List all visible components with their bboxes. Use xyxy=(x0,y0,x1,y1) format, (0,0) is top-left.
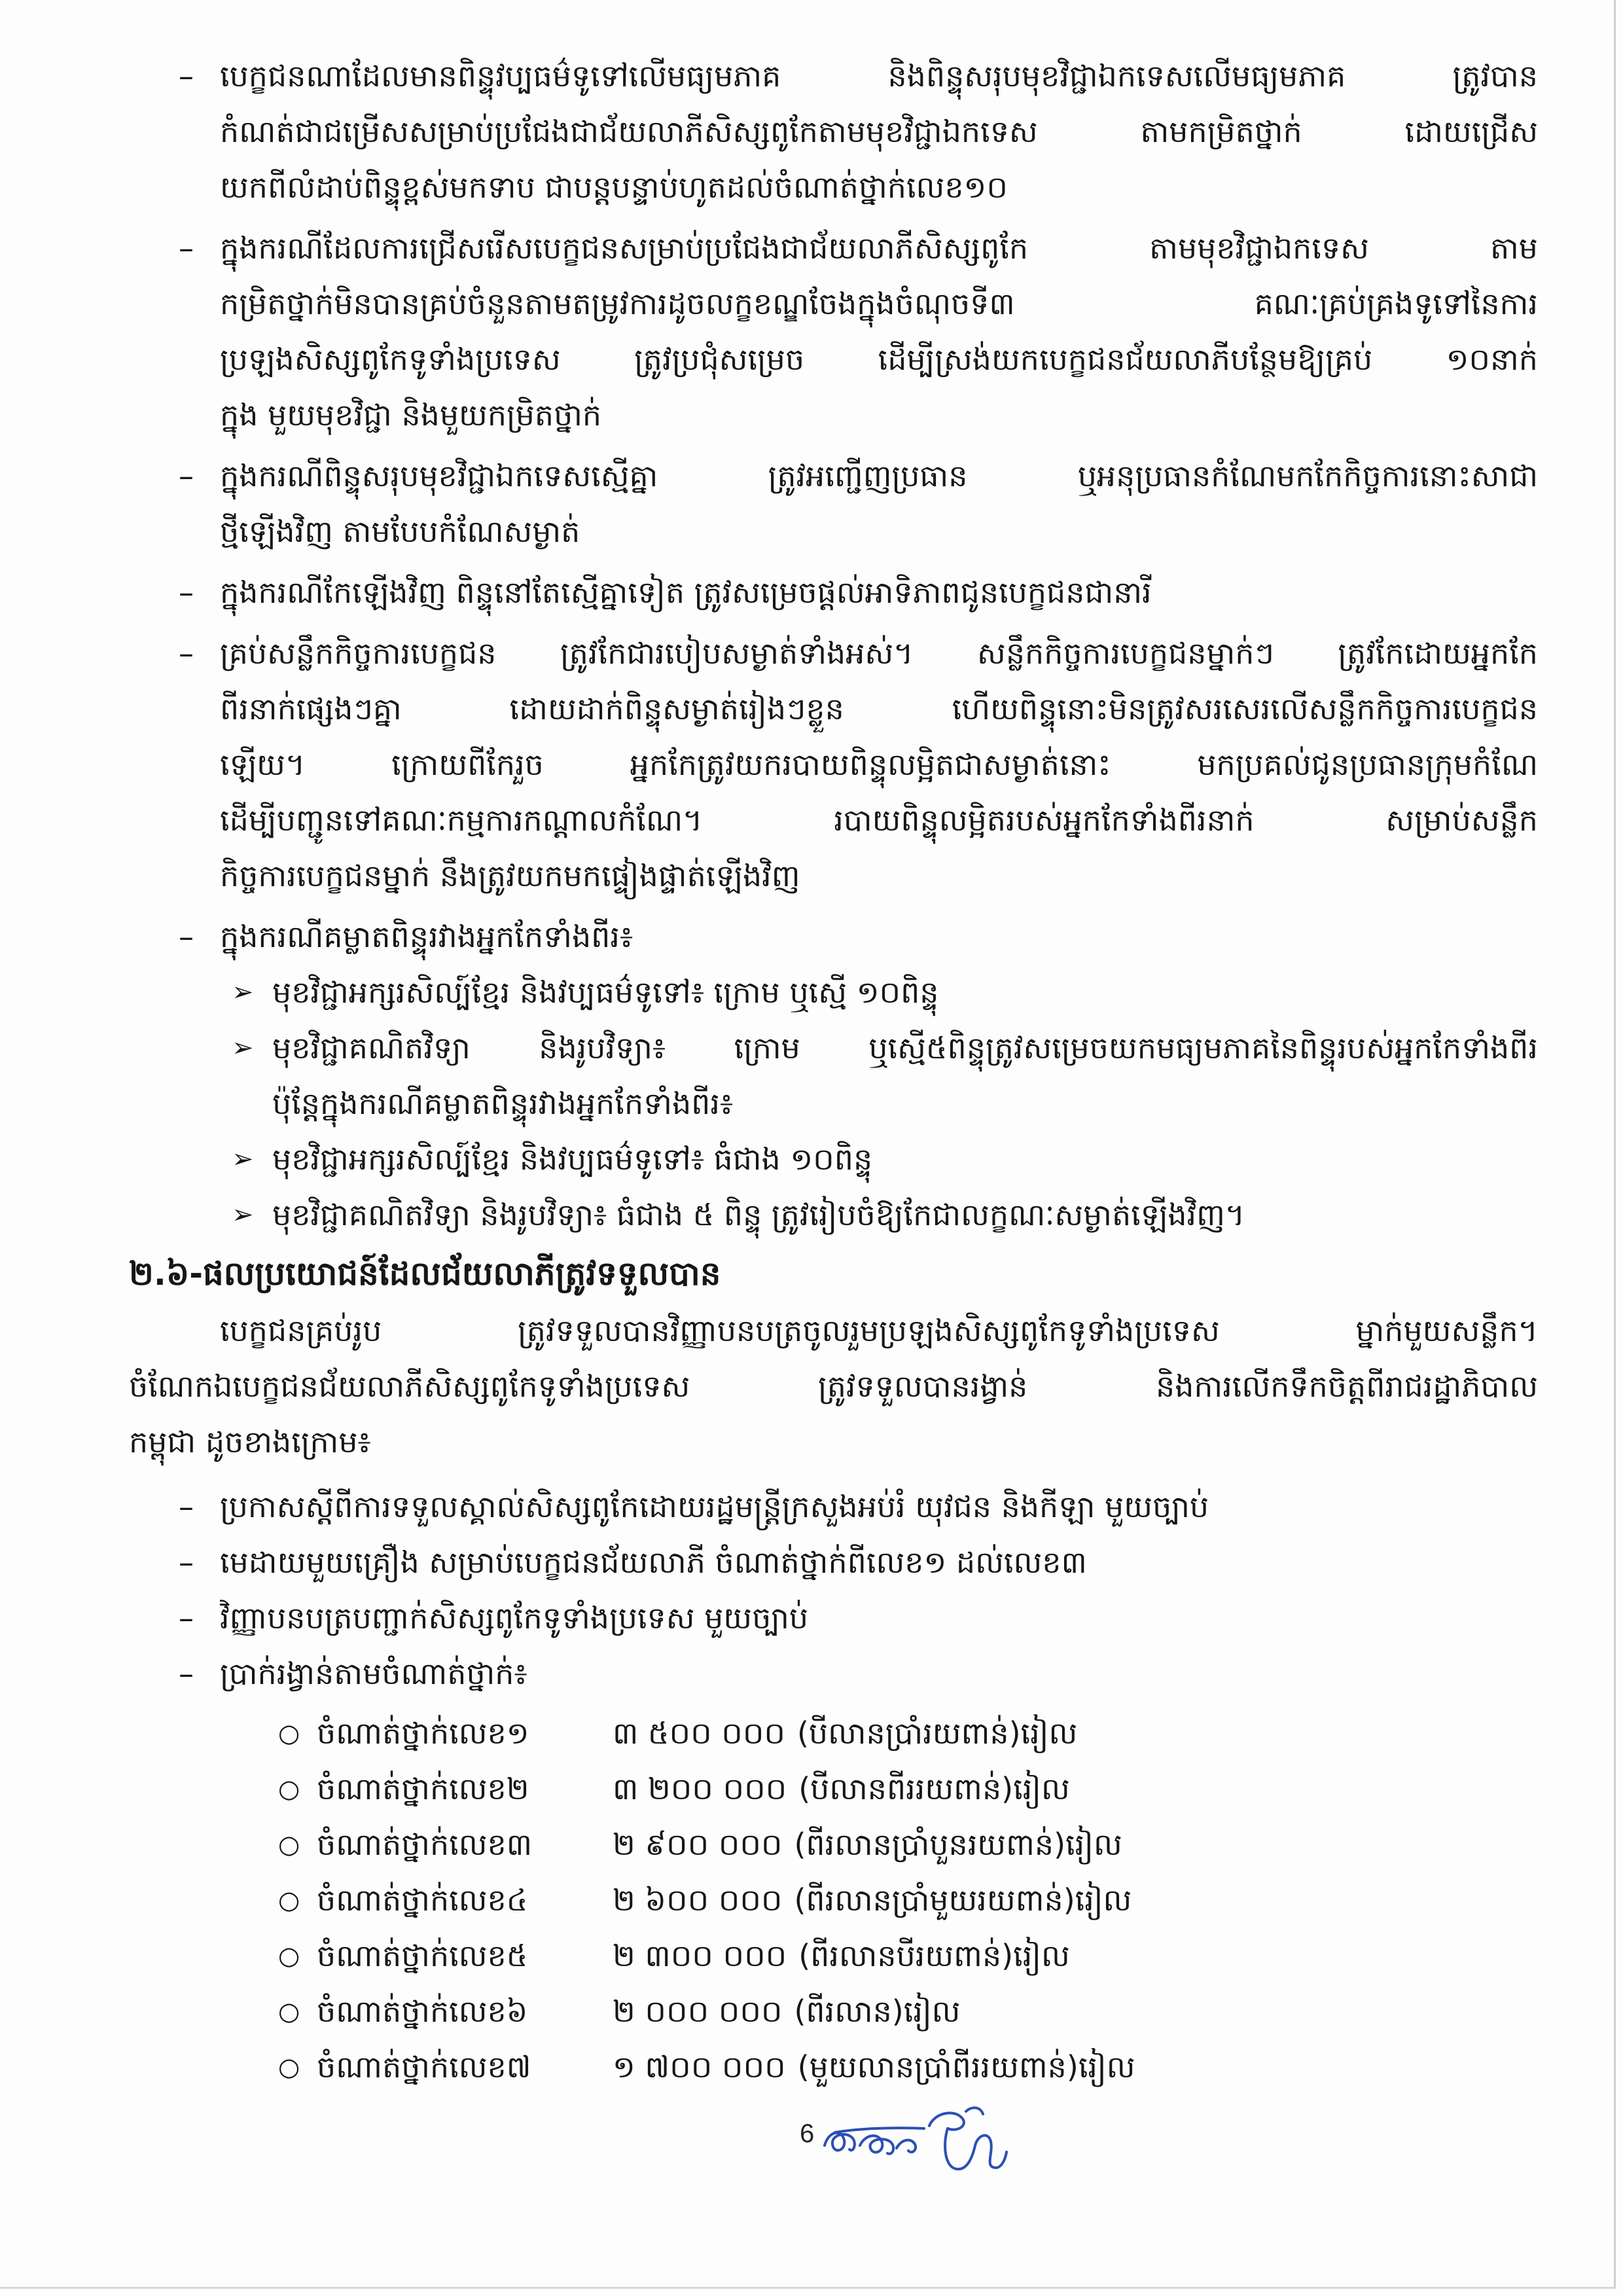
criteria-line: កិច្ចការបេក្ខជនម្នាក់ នឹងត្រូវយកមកផ្ទៀងផ្ទាត់ឡើងវិញ xyxy=(220,858,800,893)
benefit-item xyxy=(129,1646,1538,1702)
criteria-line: គ្រប់សន្លឹកកិច្ចការបេក្ខជន ត្រូវកែជារបៀបសម្ងាត់ទាំងអស់។ សន្លឹកកិច្ចការបេក្ខជនម្នាក់ៗ ត្រូវកែដោយអ្នកកែ xyxy=(220,636,1538,671)
arrow-bullet-icon: ➢ xyxy=(232,1200,254,1230)
criteria-line: ដើម្បីបញ្ជូនទៅគណៈកម្មការកណ្តាលកំណែ។ របាយពិន្ទុលម្អិតរបស់អ្នកកែទាំងពីរនាក់ សម្រាប់សន្លឹក xyxy=(220,802,1538,838)
sub-item-line: មុខវិជ្ជាគណិតវិទ្យា និងរូបវិទ្យា៖ ធំជាង ៥ ពិន្ទុ ត្រូវរៀបចំឱ្យកែជាលក្ខណៈសម្ងាត់ឡើងវិញ។ xyxy=(272,1197,1245,1232)
benefit-text: មេដាយមួយគ្រឿង សម្រាប់បេក្ខជនជ័យលាភី ចំណាត់ថ្នាក់ពីលេខ១ ដល់លេខ៣ xyxy=(220,1545,1087,1580)
criteria-line: ថ្មីឡើងវិញ តាមបែបកំណែសម្ងាត់ xyxy=(220,514,580,549)
paragraph-line: ចំណែកឯបេក្ខជនជ័យលាភីសិស្សពូកែទូទាំងប្រទេស ត្រូវទទួលបានរង្វាន់ និងការលើកទឹកចិត្តពីរាជរដ្ឋាភិបាល xyxy=(129,1369,1538,1404)
prize-item xyxy=(129,1706,1538,1761)
criteria-line: ពីរនាក់ផ្សេងៗគ្នា ដោយដាក់ពិន្ទុសម្ងាត់រៀងៗខ្លួន ហើយពិន្ទុនោះមិនត្រូវសរសេរលើសន្លឹកកិច្ចការបេក្ខជន xyxy=(220,691,1538,726)
prize-amount-words: (បីលានប្រាំរយពាន់)រៀល xyxy=(796,1715,1078,1751)
criteria-line: បេក្ខជនណាដែលមានពិន្ទុវប្បធម៌ទូទៅលើមធ្យមភាគ និងពិន្ទុសរុបមុខវិជ្ជាឯកទេសលើមធ្យមភាគ ត្រូវបាន xyxy=(220,58,1538,94)
prize-line xyxy=(317,1928,1538,1984)
prize-amount: ៣ ៥០០ ០០០ xyxy=(613,1715,785,1751)
dash-bullet: – xyxy=(179,575,194,610)
benefit-item xyxy=(129,1590,1538,1646)
dash-bullet: – xyxy=(179,1600,194,1636)
scan-edge-right xyxy=(1614,0,1616,2288)
prize-line xyxy=(317,1706,1538,1761)
scan-edge-bottom xyxy=(0,2287,1616,2289)
section-heading: ២.៦-ផលប្រយោជន៍ដែលជ័យលាភីត្រូវទទួលបាន xyxy=(129,1255,721,1293)
arrow-bullet-icon: ➢ xyxy=(232,1033,254,1063)
sub-item-line: មុខវិជ្ជាអក្សរសិល្ប៍ខ្មែរ និងវប្បធម៌ទូទៅ៖ ក្រោម ឬស្មើ ១០ពិន្ទុ xyxy=(272,975,939,1010)
prize-item xyxy=(129,1928,1538,1984)
prize-item xyxy=(129,2039,1538,2095)
criteria-line: ក្នុងករណីកែឡើងវិញ ពិន្ទុនៅតែស្មើគ្នាទៀត ត្រូវសម្រេចផ្តល់អាទិភាពជូនបេក្ខជនជានារី xyxy=(220,575,1152,610)
criteria-item xyxy=(129,565,1538,620)
sub-item-line: មុខវិជ្ជាគណិតវិទ្យា និងរូបវិទ្យា៖ ក្រោម ឬស្មើ៥ពិន្ទុត្រូវសម្រេចយកមធ្យមភាគនៃពិន្ទុរបស់អ្នកកែទាំងពីរ xyxy=(272,1030,1538,1066)
section-intro-paragraph xyxy=(129,1303,1538,1470)
prize-list xyxy=(129,1706,1538,2095)
arrow-bullet-icon: ➢ xyxy=(232,1144,254,1174)
dash-bullet: – xyxy=(179,230,194,266)
score-gap-sub-list xyxy=(220,965,1538,1243)
prize-item xyxy=(129,1817,1538,1873)
paragraph-line: កម្ពុជា ដូចខាងក្រោម៖ xyxy=(129,1424,371,1460)
circle-bullet-icon: ○ xyxy=(278,1886,300,1914)
prize-amount-words: (ពីរលានប្រាំមួយរយពាន់)រៀល xyxy=(794,1882,1132,1918)
prize-amount: ១ ៧០០ ០០០ xyxy=(613,2049,786,2085)
dash-bullet: – xyxy=(179,58,194,94)
prize-amount: ៣ ២០០ ០០០ xyxy=(613,1771,787,1806)
dash-bullet: – xyxy=(179,458,194,493)
criteria-line: ឡើយ។ ក្រោយពីកែរួច អ្នកកែត្រូវយករបាយពិន្ទុលម្អិតជាសម្ងាត់នោះ មកប្រគល់ជូនប្រធានក្រុមកំណែ xyxy=(220,747,1538,782)
arrow-bullet-icon: ➢ xyxy=(232,977,254,1007)
criteria-item xyxy=(129,626,1538,904)
prize-rank: ចំណាត់ថ្នាក់លេខ៦ xyxy=(317,1994,528,2029)
prize-rank: ចំណាត់ថ្នាក់លេខ៣ xyxy=(317,1827,533,1862)
score-gap-sub-item xyxy=(220,1187,1538,1243)
page-content xyxy=(129,48,1538,2095)
score-gap-sub-item xyxy=(220,1020,1538,1132)
dash-bullet: – xyxy=(179,1489,194,1524)
criteria-line: ក្នុង មួយមុខវិជ្ជា និងមួយកម្រិតថ្នាក់ xyxy=(220,397,602,433)
prize-amount: ២ ៩០០ ០០០ xyxy=(613,1827,783,1862)
prize-amount-words: (ពីរលានបីរយពាន់)រៀល xyxy=(798,1938,1070,1973)
prize-item xyxy=(129,1873,1538,1928)
dash-bullet: – xyxy=(179,1545,194,1580)
prize-rank: ចំណាត់ថ្នាក់លេខ៥ xyxy=(317,1938,528,1973)
prize-rank: ចំណាត់ថ្នាក់លេខ២ xyxy=(317,1771,529,1806)
prize-line xyxy=(317,1873,1538,1928)
criteria-line: កំណត់ជាជម្រើសសម្រាប់ប្រជែងជាជ័យលាភីសិស្សពូកែតាមមុខវិជ្ជាឯកទេស តាមកម្រិតថ្នាក់ ដោយជ្រើស xyxy=(220,114,1538,149)
prize-item xyxy=(129,1984,1538,2039)
selection-criteria-list xyxy=(129,48,1538,1243)
criteria-item-score-gap xyxy=(129,909,1538,1243)
prize-amount-words: (ពីរលាន)រៀល xyxy=(794,1994,961,2029)
prize-rank: ចំណាត់ថ្នាក់លេខ៤ xyxy=(317,1882,528,1918)
criteria-line: កម្រិតថ្នាក់មិនបានគ្រប់ចំនួនតាមតម្រូវការដូចលក្ខខណ្ឌចែងក្នុងចំណុចទី៣ គណៈគ្រប់គ្រងទូទៅនៃការ xyxy=(220,286,1538,321)
criteria-line: ប្រឡងសិស្សពូកែទូទាំងប្រទេស ត្រូវប្រជុំសម្រេច ដើម្បីស្រង់យកបេក្ខជនជ័យលាភីបន្ថែមឱ្យគ្រប់ ១០នាក់ xyxy=(220,342,1538,377)
circle-bullet-icon: ○ xyxy=(278,1997,300,2026)
dash-bullet: – xyxy=(179,919,194,954)
circle-bullet-icon: ○ xyxy=(278,2053,300,2081)
page-number: 6 xyxy=(800,2119,815,2148)
sub-item-line: មុខវិជ្ជាអក្សរសិល្ប៍ខ្មែរ និងវប្បធម៌ទូទៅ៖ ធំជាង ១០ពិន្ទុ xyxy=(272,1141,873,1177)
criteria-line: ក្នុងករណីគម្លាតពិន្ទុរវាងអ្នកកែទាំងពីរ៖ xyxy=(220,919,633,954)
benefit-item xyxy=(129,1535,1538,1590)
score-gap-sub-item xyxy=(220,965,1538,1020)
criteria-item xyxy=(129,48,1538,215)
circle-bullet-icon: ○ xyxy=(278,1774,300,1803)
score-gap-sub-item xyxy=(220,1132,1538,1187)
prize-amount: ២ ៣០០ ០០០ xyxy=(613,1938,787,1973)
criteria-line: យកពីលំដាប់ពិន្ទុខ្ពស់មកទាប ជាបន្តបន្ទាប់ហូតដល់ចំណាត់ថ្នាក់លេខ១០ xyxy=(220,170,1008,205)
circle-bullet-icon: ○ xyxy=(278,1830,300,1859)
dash-bullet: – xyxy=(179,636,194,671)
benefit-text: ប្រាក់រង្វាន់តាមចំណាត់ថ្នាក់៖ xyxy=(220,1656,527,1691)
benefit-item xyxy=(129,1479,1538,1535)
prize-line xyxy=(317,1761,1538,1817)
benefit-text: វិញ្ញាបនបត្របញ្ជាក់សិស្សពូកែទូទាំងប្រទេស មួយច្បាប់ xyxy=(220,1600,809,1636)
circle-bullet-icon: ○ xyxy=(278,1719,300,1748)
sub-item-line: ប៉ុន្តែក្នុងករណីគម្លាតពិន្ទុរវាងអ្នកកែទាំងពីរ៖ xyxy=(272,1086,734,1121)
prize-amount-words: (ពីរលានប្រាំបួនរយពាន់)រៀល xyxy=(794,1827,1122,1862)
prize-amount: ២ ៦០០ ០០០ xyxy=(613,1882,783,1918)
benefit-text: ប្រកាសស្តីពីការទទួលស្គាល់សិស្សពូកែដោយរដ្ឋមន្ត្រីក្រសួងអប់រំ យុវជន និងកីឡា មួយច្បាប់ xyxy=(220,1489,1209,1524)
prize-rank: ចំណាត់ថ្នាក់លេខ៧ xyxy=(317,2049,531,2085)
criteria-item xyxy=(129,221,1538,443)
dash-bullet: – xyxy=(179,1656,194,1691)
criteria-item xyxy=(129,448,1538,560)
handwritten-signature-icon xyxy=(819,2100,1009,2179)
prize-line xyxy=(317,2039,1538,2095)
prize-amount-words: (មួយលានប្រាំពីររយពាន់)រៀល xyxy=(797,2049,1135,2085)
criteria-line: ក្នុងករណីពិន្ទុសរុបមុខវិជ្ជាឯកទេសស្មើគ្នា ត្រូវអញ្ជើញប្រធាន ឬអនុប្រធានកំណែមកកែកិច្ចការនោះសាជា xyxy=(220,458,1538,493)
circle-bullet-icon: ○ xyxy=(278,1941,300,1970)
prize-item xyxy=(129,1761,1538,1817)
prize-amount: ២ ០០០ ០០០ xyxy=(613,1994,783,2029)
paragraph-line: បេក្ខជនគ្រប់រូប ត្រូវទទួលបានវិញ្ញាបនបត្រចូលរួមប្រឡងសិស្សពូកែទូទាំងប្រទេស ម្នាក់មួយសន្លឹក។ xyxy=(220,1313,1538,1348)
criteria-line: ក្នុងករណីដែលការជ្រើសរើសបេក្ខជនសម្រាប់ប្រជែងជាជ័យលាភីសិស្សពូកែ តាមមុខវិជ្ជាឯកទេស តាម xyxy=(220,230,1538,266)
benefits-list xyxy=(129,1479,1538,1702)
prize-amount-words: (បីលានពីររយពាន់)រៀល xyxy=(798,1771,1070,1806)
prize-rank: ចំណាត់ថ្នាក់លេខ១ xyxy=(317,1715,529,1751)
prize-line xyxy=(317,1817,1538,1873)
prize-line xyxy=(317,1984,1538,2039)
